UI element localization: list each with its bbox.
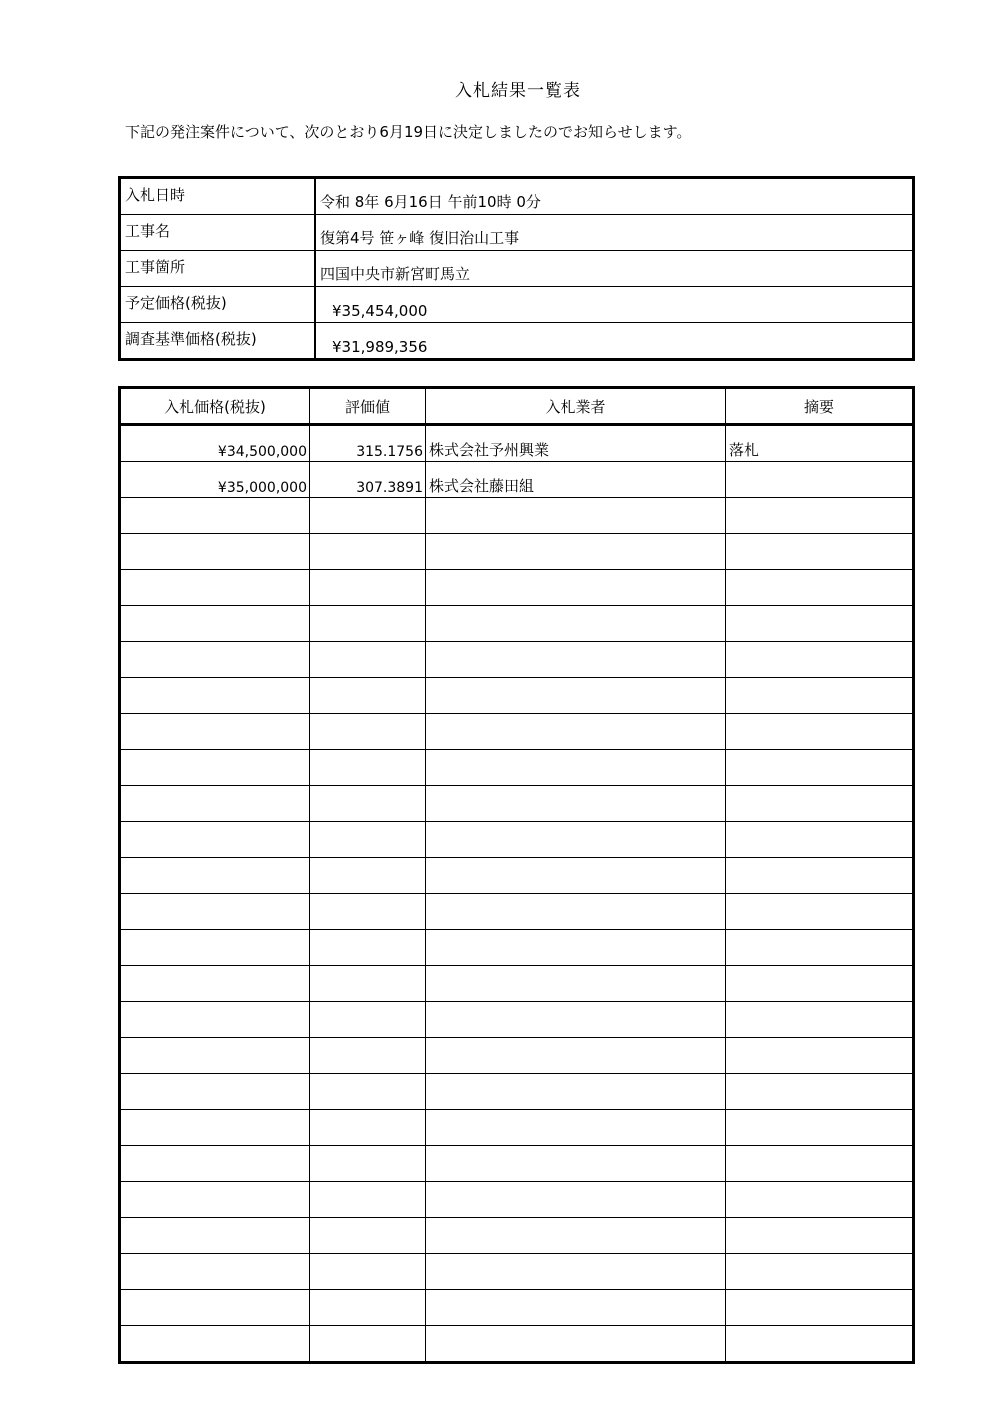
empty-cell [310, 534, 426, 570]
empty-row [120, 1254, 914, 1290]
info-table [118, 176, 915, 361]
empty-cell [120, 1110, 310, 1146]
info-label: 工事名 [120, 215, 316, 251]
info-row [120, 178, 914, 215]
empty-cell [426, 966, 726, 1002]
empty-cell [726, 642, 914, 678]
empty-cell [120, 822, 310, 858]
column-header-score: 評価値 [310, 388, 426, 425]
empty-cell [726, 1254, 914, 1290]
empty-row [120, 786, 914, 822]
empty-cell [426, 1254, 726, 1290]
empty-row [120, 1326, 914, 1363]
empty-cell [120, 930, 310, 966]
empty-cell [426, 714, 726, 750]
empty-cell [726, 1326, 914, 1363]
empty-row [120, 534, 914, 570]
info-row [120, 323, 914, 360]
empty-cell [120, 1182, 310, 1218]
empty-cell [726, 1074, 914, 1110]
empty-row [120, 1038, 914, 1074]
bid-results-table [118, 386, 915, 1364]
empty-cell [426, 678, 726, 714]
table-row [120, 462, 914, 498]
empty-cell [310, 498, 426, 534]
empty-cell [120, 1290, 310, 1326]
info-label: 調査基準価格(税抜) [120, 323, 316, 360]
column-header-price: 入札価格(税抜) [120, 388, 310, 425]
empty-row [120, 966, 914, 1002]
empty-row [120, 750, 914, 786]
empty-cell [426, 1218, 726, 1254]
empty-row [120, 1002, 914, 1038]
empty-cell [310, 858, 426, 894]
empty-cell [426, 1182, 726, 1218]
empty-row [120, 498, 914, 534]
empty-cell [726, 714, 914, 750]
empty-cell [120, 570, 310, 606]
empty-row [120, 714, 914, 750]
table-header-row [120, 388, 914, 425]
empty-cell [726, 894, 914, 930]
empty-row [120, 894, 914, 930]
empty-cell [120, 858, 310, 894]
empty-cell [120, 1218, 310, 1254]
empty-cell [426, 930, 726, 966]
empty-cell [120, 1146, 310, 1182]
empty-cell [310, 714, 426, 750]
empty-cell [426, 822, 726, 858]
empty-cell [726, 966, 914, 1002]
empty-cell [120, 1002, 310, 1038]
bid-note: 落札 [726, 425, 914, 462]
empty-cell [426, 570, 726, 606]
empty-cell [120, 678, 310, 714]
bid-score: 307.3891 [310, 462, 426, 498]
empty-cell [426, 750, 726, 786]
empty-cell [726, 822, 914, 858]
bid-bidder: 株式会社予州興業 [426, 425, 726, 462]
empty-cell [726, 1290, 914, 1326]
empty-cell [726, 534, 914, 570]
empty-cell [726, 1038, 914, 1074]
empty-cell [426, 894, 726, 930]
empty-cell [426, 1038, 726, 1074]
empty-cell [310, 1002, 426, 1038]
empty-cell [120, 1326, 310, 1363]
empty-cell [310, 1254, 426, 1290]
empty-cell [310, 1110, 426, 1146]
table-row [120, 425, 914, 462]
info-value: 復第4号 笹ヶ峰 復旧治山工事 [315, 215, 914, 251]
empty-row [120, 642, 914, 678]
page-title: 入札結果一覧表 [455, 81, 581, 101]
empty-cell [120, 606, 310, 642]
empty-cell [120, 1074, 310, 1110]
intro-text: 下記の発注案件について、次のとおり6月19日に決定しましたのでお知らせします。 [125, 123, 692, 141]
empty-cell [726, 1182, 914, 1218]
empty-cell [426, 1326, 726, 1363]
empty-cell [310, 930, 426, 966]
empty-row [120, 1182, 914, 1218]
empty-cell [310, 1074, 426, 1110]
bid-bidder: 株式会社藤田組 [426, 462, 726, 498]
empty-cell [426, 498, 726, 534]
empty-cell [120, 786, 310, 822]
empty-cell [310, 678, 426, 714]
empty-cell [726, 1218, 914, 1254]
empty-cell [120, 642, 310, 678]
empty-cell [426, 1290, 726, 1326]
empty-cell [726, 606, 914, 642]
empty-cell [426, 606, 726, 642]
empty-cell [426, 786, 726, 822]
empty-cell [120, 1038, 310, 1074]
bid-price: ¥34,500,000 [120, 425, 310, 462]
empty-row [120, 1110, 914, 1146]
bid-price: ¥35,000,000 [120, 462, 310, 498]
info-label: 予定価格(税抜) [120, 287, 316, 323]
empty-cell [426, 858, 726, 894]
empty-row [120, 606, 914, 642]
empty-cell [120, 894, 310, 930]
empty-cell [726, 1146, 914, 1182]
empty-row [120, 858, 914, 894]
column-header-note: 摘要 [726, 388, 914, 425]
empty-cell [726, 750, 914, 786]
bid-score: 315.1756 [310, 425, 426, 462]
info-value: ¥35,454,000 [315, 287, 914, 323]
empty-cell [426, 1074, 726, 1110]
info-value: ¥31,989,356 [315, 323, 914, 360]
empty-row [120, 930, 914, 966]
info-row [120, 215, 914, 251]
empty-cell [120, 966, 310, 1002]
empty-cell [120, 714, 310, 750]
empty-cell [726, 498, 914, 534]
empty-cell [426, 1110, 726, 1146]
empty-cell [426, 1146, 726, 1182]
empty-cell [310, 570, 426, 606]
empty-cell [726, 786, 914, 822]
empty-row [120, 1290, 914, 1326]
info-row [120, 287, 914, 323]
empty-cell [726, 858, 914, 894]
empty-row [120, 1218, 914, 1254]
empty-cell [310, 1146, 426, 1182]
empty-cell [120, 498, 310, 534]
empty-cell [310, 1182, 426, 1218]
empty-cell [310, 822, 426, 858]
empty-cell [726, 1002, 914, 1038]
info-row [120, 251, 914, 287]
bid-note [726, 462, 914, 498]
empty-cell [310, 786, 426, 822]
empty-cell [310, 750, 426, 786]
empty-row [120, 678, 914, 714]
empty-cell [426, 1002, 726, 1038]
info-label: 入札日時 [120, 178, 316, 215]
empty-cell [120, 750, 310, 786]
empty-cell [726, 678, 914, 714]
info-value: 四国中央市新宮町馬立 [315, 251, 914, 287]
empty-cell [120, 534, 310, 570]
empty-cell [426, 642, 726, 678]
empty-row [120, 822, 914, 858]
column-header-bidder: 入札業者 [426, 388, 726, 425]
empty-cell [310, 894, 426, 930]
info-value: 令和 8年 6月16日 午前10時 0分 [315, 178, 914, 215]
empty-row [120, 570, 914, 606]
info-label: 工事箇所 [120, 251, 316, 287]
empty-cell [310, 1038, 426, 1074]
empty-cell [726, 1110, 914, 1146]
empty-cell [120, 1254, 310, 1290]
empty-row [120, 1074, 914, 1110]
empty-cell [310, 606, 426, 642]
empty-cell [310, 642, 426, 678]
bid-rows [120, 425, 914, 1363]
empty-cell [310, 1290, 426, 1326]
empty-cell [310, 1326, 426, 1363]
empty-cell [310, 966, 426, 1002]
empty-row [120, 1146, 914, 1182]
empty-cell [426, 534, 726, 570]
empty-cell [726, 930, 914, 966]
empty-cell [310, 1218, 426, 1254]
empty-cell [726, 570, 914, 606]
